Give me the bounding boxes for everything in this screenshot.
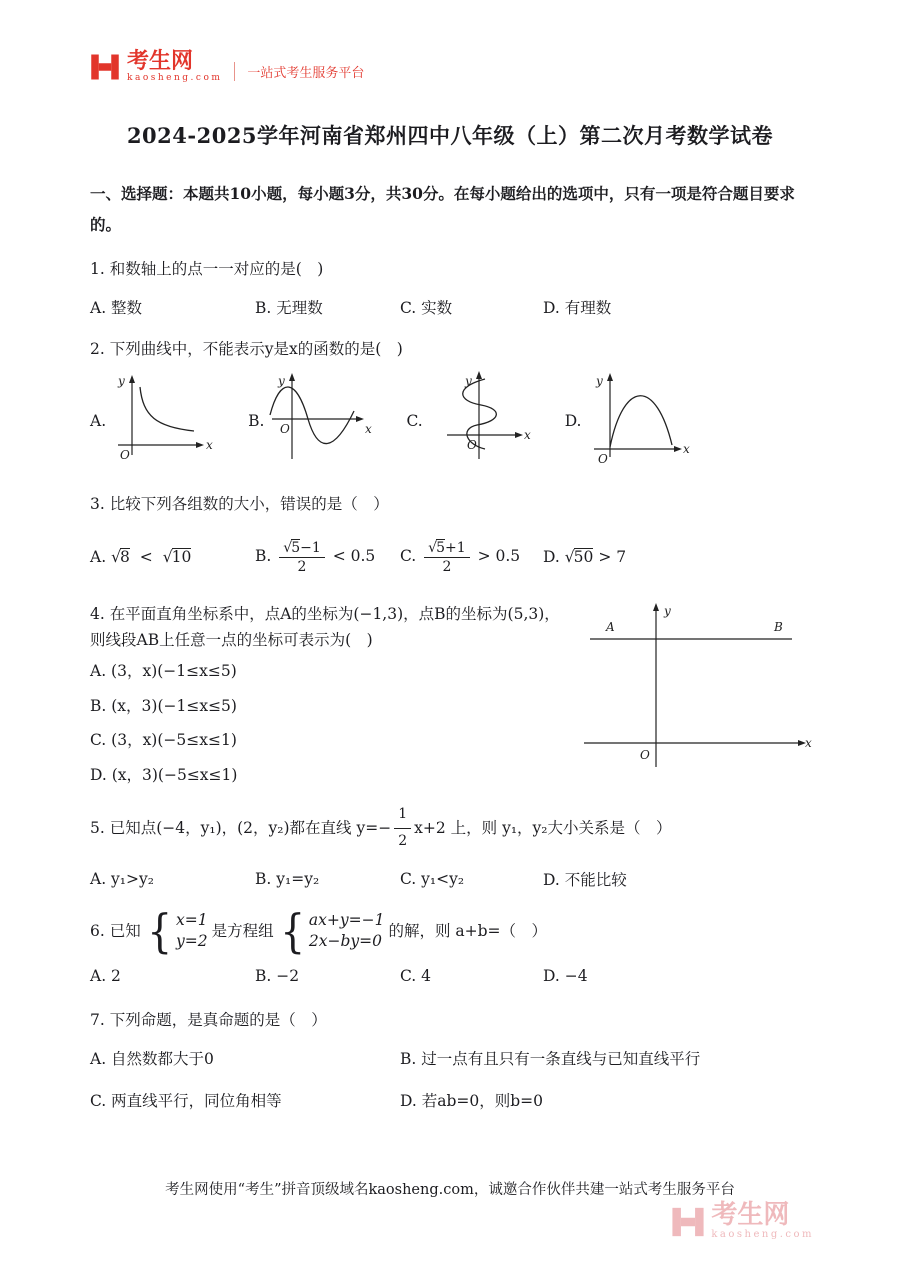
denominator: 2 — [398, 832, 408, 849]
sqrt-expression — [565, 548, 594, 566]
y-axis-label: y — [118, 373, 125, 388]
brand-name: 考生网 — [127, 48, 194, 74]
kaosheng-watermark-logo-icon — [671, 1205, 705, 1243]
numerator-tail: +1 — [445, 539, 466, 556]
sqrt-expression — [163, 548, 192, 566]
x-axis-label: x — [523, 427, 531, 442]
option-a: A. 2 — [90, 967, 121, 985]
equation: y=2 — [176, 932, 208, 951]
option-a: A. y₁>y₂ — [90, 869, 154, 888]
numerator — [279, 539, 324, 558]
option-label: D. — [543, 547, 560, 566]
option-label: C. — [406, 411, 423, 430]
question-6 — [90, 903, 810, 985]
watermark-text-block — [711, 1202, 814, 1240]
radicand: 5 — [291, 539, 301, 556]
option-b: B. 过一点有且只有一条直线与已知直线平行 — [400, 1050, 701, 1069]
origin-label: O — [120, 447, 130, 462]
question-2-text: 2. 下列曲线中，不能表示y是x的函数的是( ) — [90, 340, 403, 359]
denominator: 2 — [297, 559, 307, 576]
question-5-options — [90, 868, 810, 890]
brand-domain: kaosheng.com — [127, 73, 223, 84]
equation: 2x−by=0 — [308, 932, 383, 951]
comparison-tail: > 7 — [598, 547, 627, 566]
comparison-tail: < 0.5 — [332, 547, 376, 566]
option-label: B. — [255, 547, 272, 566]
question-6-post: 的解，则 a+b=（ ） — [388, 922, 548, 941]
radicand: 5 — [436, 539, 446, 556]
option-a — [90, 548, 255, 567]
question-5-text — [90, 803, 810, 854]
equations — [309, 910, 385, 953]
fraction — [424, 539, 469, 575]
function-graph-a-icon — [108, 371, 218, 471]
point-b-label: B — [774, 620, 783, 635]
option-c: C. y₁<y₂ — [400, 869, 465, 888]
curve-parabola — [610, 395, 672, 446]
equation: ax+y=−1 — [308, 910, 385, 929]
origin-label: O — [280, 421, 291, 436]
watermark-brand: 考生网 — [711, 1200, 790, 1230]
numerator: 1 — [394, 803, 411, 829]
numerator — [424, 539, 469, 558]
axes — [272, 373, 364, 459]
denominator: 2 — [442, 559, 452, 576]
question-5-post: x+2 上，则 y₁，y₂大小关系是（ ） — [414, 819, 672, 838]
axes — [118, 375, 204, 455]
origin-label: O — [466, 437, 477, 452]
question-6-pre: 6. 已知 — [90, 922, 141, 941]
graph-option-b — [248, 371, 376, 471]
question-4 — [90, 601, 810, 797]
x-axis-label: x — [365, 421, 373, 436]
radical-sign: √ — [283, 539, 292, 556]
question-5-pre: 5. 已知点(−4，y₁)，(2，y₂)都在直线 y=− — [90, 819, 392, 838]
question-5 — [90, 803, 810, 890]
axes — [594, 373, 682, 457]
numerator-tail: −1 — [300, 539, 321, 556]
graph-option-c — [406, 371, 534, 471]
axes — [447, 371, 523, 459]
option-label: A. — [90, 547, 107, 566]
graph-option-d — [565, 371, 694, 471]
paper-title: 2024-2025学年河南省郑州四中八年级（上）第二次月考数学试卷 — [126, 123, 774, 148]
axes — [584, 603, 806, 767]
watermark-domain: kaosheng.com — [711, 1229, 814, 1241]
option-b: B. y₁=y₂ — [255, 869, 320, 888]
option-b: B. (x，3)(−1≤x≤5) — [90, 696, 237, 715]
option-d: D. (x，3)(−5≤x≤1) — [90, 766, 238, 785]
option-label: C. — [400, 547, 417, 566]
option-c — [400, 539, 543, 575]
x-axis-label: x — [682, 441, 690, 456]
sqrt-expression — [111, 548, 130, 566]
left-brace: { — [279, 903, 305, 958]
question-3-text: 3. 比较下列各组数的大小，错误的是（ ） — [90, 494, 389, 513]
question-6-text — [90, 903, 810, 958]
comparison-tail: > 0.5 — [477, 547, 521, 566]
question-6-options — [90, 967, 810, 985]
option-b — [255, 539, 400, 575]
radical-sign: √ — [162, 547, 172, 566]
section-intro: 一、选择题：本题共10小题，每小题3分，共30分。在每小题给出的选项中，只有一项是符合题目要求的。 — [90, 184, 795, 234]
question-1-options — [90, 296, 810, 318]
radicand: 10 — [171, 547, 192, 566]
graph-option-a — [90, 371, 218, 471]
option-label: D. — [564, 411, 582, 430]
sqrt-expression — [283, 540, 300, 556]
function-graph-d-icon — [584, 371, 694, 471]
question-3-options — [90, 531, 810, 583]
option-b: B. 无理数 — [255, 299, 323, 318]
option-b: B. −2 — [255, 967, 300, 985]
y-axis-label: y — [278, 373, 286, 388]
option-label: B. — [248, 411, 265, 430]
watermark — [671, 1202, 814, 1243]
option-d: D. 若ab=0，则b=0 — [400, 1092, 544, 1111]
option-c: C. 4 — [400, 967, 432, 985]
y-axis-label: y — [595, 373, 603, 388]
radical-sign: √ — [564, 547, 574, 566]
relation-sign: < — [139, 547, 153, 566]
question-6-mid: 是方程组 — [211, 922, 274, 941]
y-axis-label: y — [664, 604, 671, 619]
option-d: D. 不能比较 — [543, 870, 627, 889]
equation-system-1 — [145, 903, 208, 958]
option-a: A. 整数 — [90, 299, 143, 318]
watermark-icon-svg — [671, 1205, 705, 1239]
question-1-text: 1. 和数轴上的点一一对应的是( ) — [90, 260, 324, 278]
brand-tagline: 一站式考生服务平台 — [234, 62, 364, 81]
brand-text-block — [127, 50, 222, 83]
point-a-label: A — [606, 620, 615, 635]
option-c: C. (3，x)(−5≤x≤1) — [90, 731, 237, 750]
coordinate-plane-graph — [576, 597, 816, 775]
question-1 — [90, 256, 810, 318]
question-2-graphs — [90, 371, 810, 471]
question-4-text-line2: 则线段AB上任意一点的坐标可表示为( ) — [90, 631, 373, 650]
question-3 — [90, 491, 810, 583]
question-4-text-line1: 4. 在平面直角坐标系中，点A的坐标为(−1,3)，点B的坐标为(5,3)， — [90, 605, 560, 624]
sqrt-expression — [428, 540, 445, 556]
footer-note: 考生网使用“考生”拼音顶级域名kaosheng.com，诚邀合作伙伴共建一站式考生服务平台 — [165, 1182, 735, 1198]
option-d: D. 有理数 — [543, 299, 612, 318]
option-label: A. — [90, 411, 107, 430]
equation: x=1 — [176, 910, 208, 929]
fraction-one-half — [394, 803, 411, 854]
fraction — [279, 539, 324, 575]
x-axis-label: x — [206, 437, 213, 452]
curve-hyperbola — [140, 387, 194, 431]
x-axis-label: x — [805, 736, 812, 751]
logo-icon-svg — [90, 52, 120, 82]
question-7-options — [90, 1047, 810, 1111]
option-a: A. 自然数都大于0 — [90, 1050, 214, 1069]
equations — [176, 910, 208, 953]
option-c: C. 两直线平行，同位角相等 — [90, 1092, 282, 1111]
radicand: 8 — [119, 547, 130, 566]
radical-sign: √ — [428, 539, 437, 556]
question-7 — [90, 1007, 810, 1111]
radicand: 50 — [573, 547, 594, 566]
function-graph-b-icon — [266, 371, 376, 471]
option-d — [543, 548, 810, 567]
equation-system-2 — [278, 903, 385, 958]
site-header — [90, 50, 810, 86]
kaosheng-logo-icon — [90, 52, 120, 86]
function-graph-c-icon — [425, 371, 535, 471]
option-d: D. −4 — [543, 967, 588, 985]
radical-sign: √ — [111, 547, 120, 566]
left-brace: { — [146, 903, 172, 958]
option-a: A. (3，x)(−1≤x≤5) — [90, 661, 237, 680]
option-c: C. 实数 — [400, 299, 453, 318]
y-axis-label: y — [464, 373, 472, 388]
origin-label: O — [640, 748, 650, 763]
origin-label: O — [597, 451, 608, 466]
question-7-text: 7. 下列命题，是真命题的是（ ） — [90, 1011, 327, 1029]
question-2 — [90, 336, 810, 470]
